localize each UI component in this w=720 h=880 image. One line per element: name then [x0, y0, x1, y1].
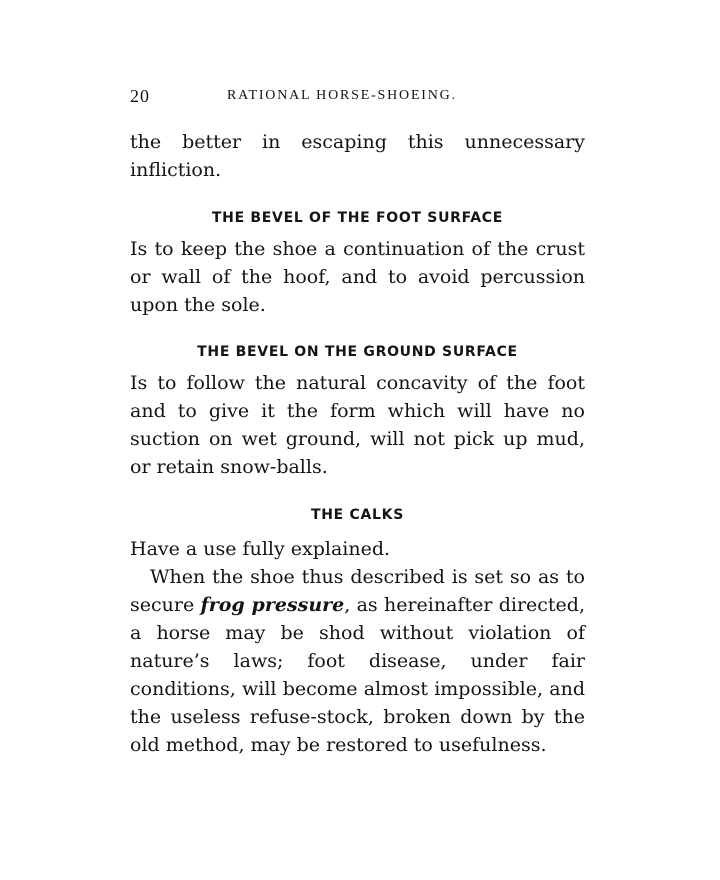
- section-heading-foot-surface: THE BEVEL OF THE FOOT SURFACE: [211, 210, 504, 226]
- section-text-foot-surface: Is to keep the shoe a continuation of the crust or wall of the hoof, and to avoid percussion upon the sole.: [130, 238, 585, 316]
- page-number: 20: [130, 86, 150, 106]
- closing-paragraph: [130, 563, 585, 759]
- running-title: RATIONAL HORSE-SHOEING.: [227, 88, 457, 103]
- section-heading-ground-surface: THE BEVEL ON THE GROUND SURFACE: [197, 344, 518, 360]
- section-text-ground-surface: Is to follow the natural concavity of the foot and to give it the form which will have no suction on wet ground, will not pick up mud, or retain snow-balls.: [130, 372, 585, 478]
- page-header: [130, 86, 590, 110]
- page-body: [130, 128, 585, 759]
- intro-paragraph: the better in escaping this unnecessary infliction.: [130, 131, 585, 181]
- emphasized-term: frog pressure: [200, 594, 345, 616]
- closing-text-end: , as hereinafter directed, a horse may be shod without violation of nature’s laws; foot disease, under fair conditions, will become almost impossible, and the useless refuse-stock, broken down by the old method, may be restored to usefulness.: [130, 594, 585, 756]
- section-heading-calks: THE CALKS: [311, 507, 404, 523]
- section-text-calks: Have a use fully explained.: [130, 538, 391, 560]
- closing-text-start: When the shoe thus described is set so as to secure: [130, 566, 585, 616]
